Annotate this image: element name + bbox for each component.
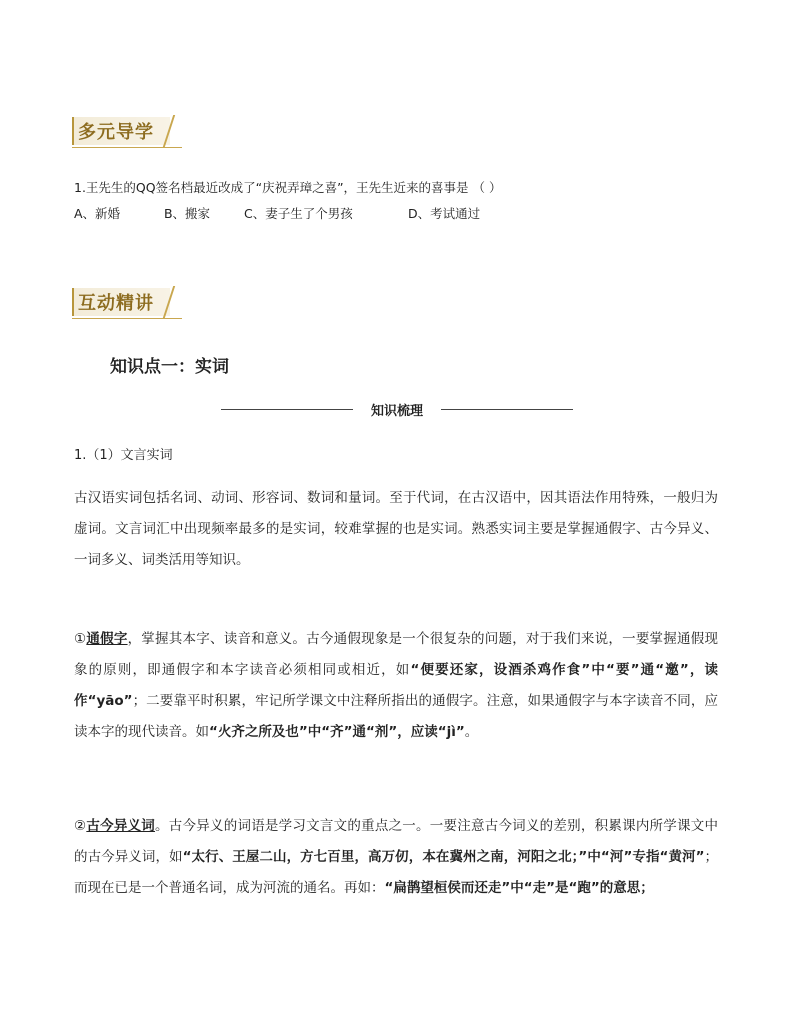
subtitle-text: 知识梳理	[370, 403, 423, 419]
term-gujinyiyi: 古今异义词	[86, 818, 156, 834]
option-d: D、考试通过	[407, 206, 481, 221]
option-b: B、搬家	[163, 206, 211, 221]
section-title: 互动精讲	[72, 288, 170, 316]
question-stem: 1.王先生的QQ签名档最近改成了“庆祝弄璋之喜”，王先生近来的喜事是 （ ）	[74, 180, 502, 195]
term-tongjiazi: 通假字	[86, 631, 128, 647]
option-c: C、妻子生了个男孩	[243, 206, 353, 221]
example-text: “扁鹊望桓侯而还走”中“走”是“跑”的意思；	[384, 880, 654, 896]
divider-left	[221, 409, 353, 410]
gujinyiyi-paragraph	[74, 811, 718, 904]
section-header-hudong	[72, 288, 186, 316]
example-text: “太行、王屋二山，方七百里，高万仞，本在冀州之南，河阳之北；”中“河”专指“黄河”	[182, 849, 705, 865]
circled-number: ①	[74, 631, 87, 647]
tongjiazi-paragraph	[74, 624, 718, 748]
section-title: 多元导学	[72, 117, 170, 145]
divider-right	[441, 409, 573, 410]
paragraph-text: 。古今异义的词语是学习文言文的重点之一。一要注意古今词义的差别，积累课内所学课文中的古今异义词，如	[74, 818, 719, 865]
option-a: A、新婚	[74, 206, 121, 221]
intro-paragraph: 古汉语实词包括名词、动词、形容词、数词和量词。至于代词，在古汉语中，因其语法作用特殊，一般归为虚词。文言词汇中出现频率最多的是实词，较难掌握的也是实词。熟悉实词主要是掌握通假字、古今异义、一词多义、词类活用等知识。	[74, 490, 718, 568]
knowledge-point-title: 知识点一：实词	[110, 357, 229, 377]
paragraph-text: 。	[464, 724, 479, 740]
header-underline	[72, 318, 182, 319]
paragraph-text: ；二要靠平时积累，牢记所学课文中注释所指出的通假字。注意，如果通假字与本字读音不同，应读本字的现代读音。如	[74, 693, 719, 740]
section-header-duoyuan	[72, 117, 186, 145]
knowledge-subtitle	[0, 398, 794, 420]
item-heading: 1.（1）文言实词	[74, 448, 173, 463]
circled-number: ②	[74, 818, 87, 834]
example-text: “便要还家，设酒杀鸡作食”中“要”通“邀”，读作“yāo”	[74, 662, 718, 709]
example-text: “火齐之所及也”中“齐”通“剂”，应读“jì”	[209, 724, 465, 740]
question-options	[74, 204, 480, 222]
header-underline	[72, 147, 182, 148]
paragraph-text: ；而现在已是一个普通名词，成为河流的通名。再如：	[74, 849, 719, 896]
paragraph-text: ，掌握其本字、读音和意义。古今通假现象是一个很复杂的问题，对于我们来说，一要掌握通假现象的原则，即通假字和本字读音必须相同或相近，如	[74, 631, 719, 678]
